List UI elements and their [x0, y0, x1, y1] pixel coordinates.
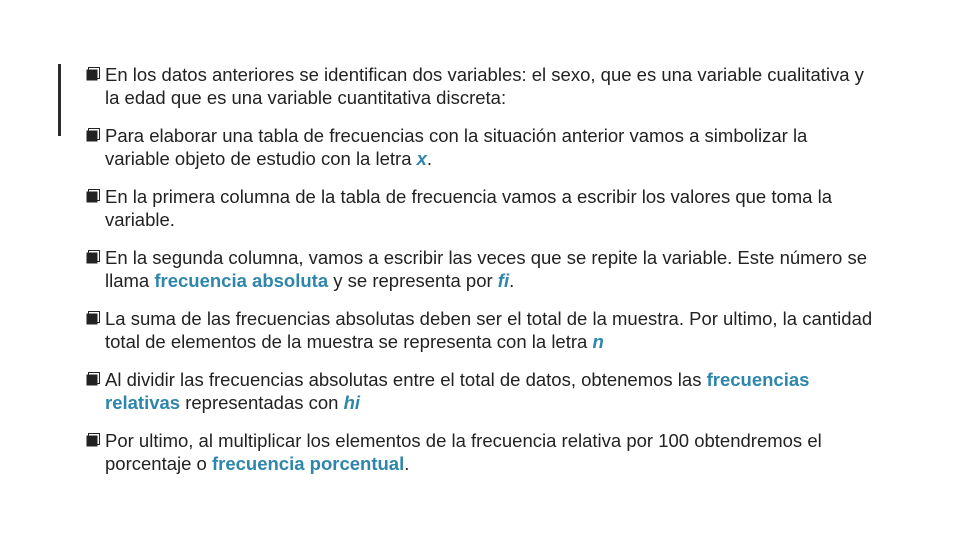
bullet-item: [86, 429, 876, 475]
bullet-text: Por ultimo, al multiplicar los elementos de la frecuencia relativa por 100 obtendremos el porcentaje o frecuencia porcentual.: [105, 430, 822, 474]
bullet-item: [86, 368, 876, 414]
term-frecuencia-absoluta: frecuencia absoluta: [154, 270, 329, 291]
slide-content: [86, 63, 876, 490]
bullet-text: En la primera columna de la tabla de frecuencia vamos a escribir los valores que toma la variable.: [105, 186, 833, 230]
bullet-item: [86, 124, 876, 170]
bullet-text: Para elaborar una tabla de frecuencias con la situación anterior vamos a simbolizar la variable objeto de estudio con la letra x.: [105, 125, 808, 169]
checkbox-bullet-icon: [86, 311, 100, 325]
bullet-item: [86, 307, 876, 353]
term-frecuencias-relativas: frecuencias relativas: [105, 369, 810, 413]
symbol-n: n: [592, 331, 604, 352]
slide-accent-bar: [58, 64, 61, 136]
checkbox-bullet-icon: [86, 67, 100, 81]
bullet-text: La suma de las frecuencias absolutas deben ser el total de la muestra. Por ultimo, la cantidad total de elementos de la muestra se representa con la letra n: [105, 308, 873, 352]
bullet-text: Al dividir las frecuencias absolutas entre el total de datos, obtenemos las frecuencias relativas representadas con hi: [105, 369, 810, 413]
checkbox-bullet-icon: [86, 189, 100, 203]
term-frecuencia-porcentual: frecuencia porcentual: [211, 453, 405, 474]
symbol-fi: fi: [497, 270, 510, 291]
bullet-text: En los datos anteriores se identifican dos variables: el sexo, que es una variable cualitativa y la edad que es una variable cuantitativa discreta:: [105, 64, 864, 108]
bullet-item: [86, 63, 876, 109]
variable-symbol-x: x: [416, 148, 427, 169]
checkbox-bullet-icon: [86, 128, 100, 142]
bullet-text: En la segunda columna, vamos a escribir las veces que se repite la variable. Este número se llama frecuencia absoluta y se representa por fi.: [105, 247, 867, 291]
symbol-hi: hi: [343, 392, 361, 413]
bullet-item: [86, 185, 876, 231]
checkbox-bullet-icon: [86, 433, 100, 447]
checkbox-bullet-icon: [86, 250, 100, 264]
checkbox-bullet-icon: [86, 372, 100, 386]
bullet-item: [86, 246, 876, 292]
